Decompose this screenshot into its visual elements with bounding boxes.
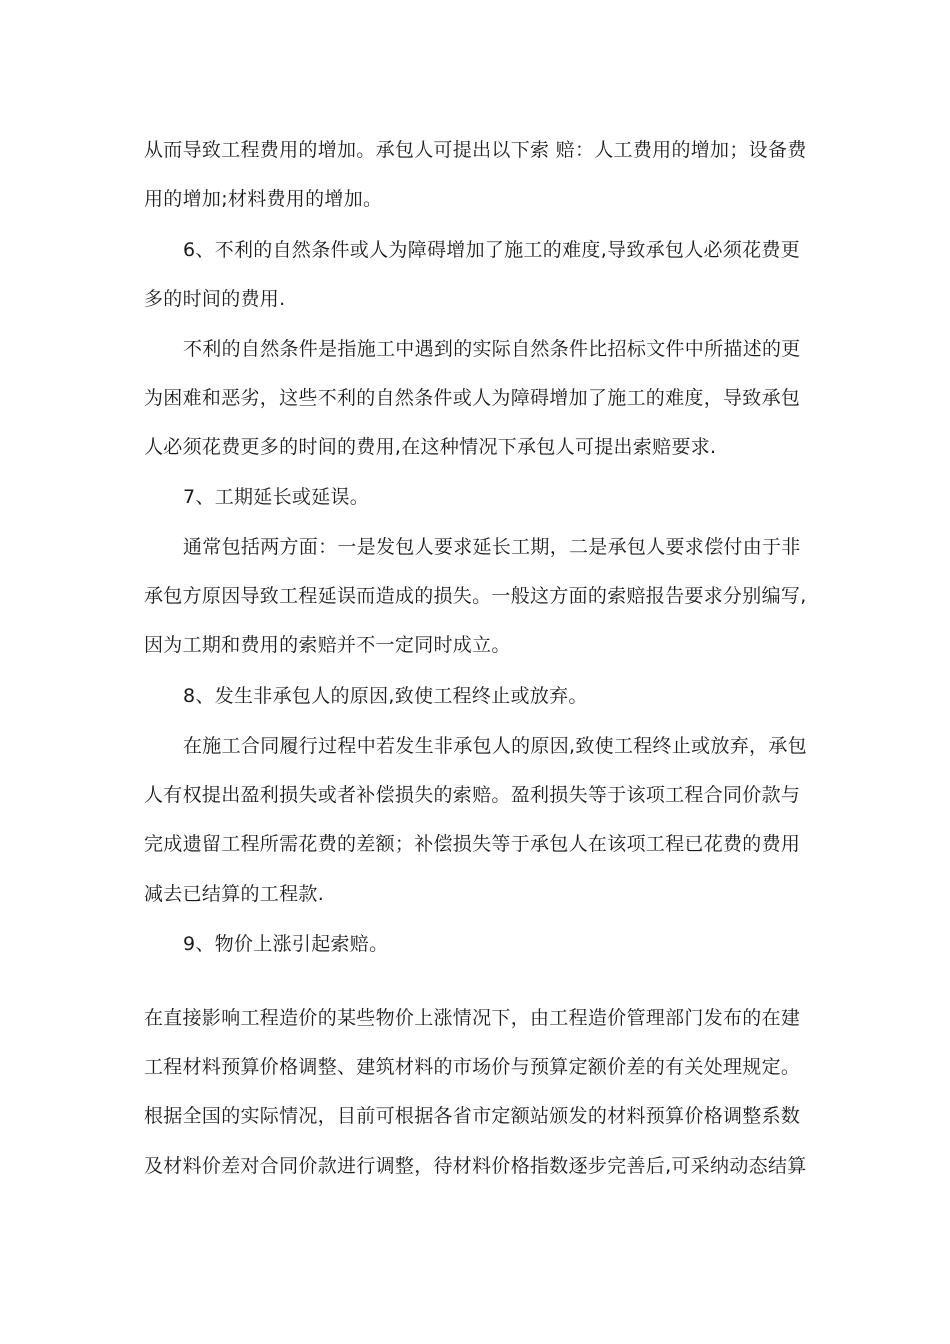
text-line: 工程材料预算价格调整、建筑材料的市场价与预算定额价差的有关处理规定。: [144, 1056, 801, 1078]
section-heading: 8、发生非承包人的原因,致使工程终止或放弃。: [183, 685, 588, 707]
text-line: 因为工期和费用的索赔并不一定同时成立。: [144, 634, 511, 656]
text-line: 在直接影响工程造价的某些物价上涨情况下，由工程造价管理部门发布的在建: [144, 1007, 801, 1029]
text-line: 根据全国的实际情况，目前可根据各省市定额站颁发的材料预算价格调整系数: [144, 1105, 801, 1127]
text-line: 用的增加;材料费用的增加。: [144, 188, 383, 210]
text-line: 不利的自然条件是指施工中遇到的实际自然条件比招标文件中所描述的更: [183, 338, 801, 360]
section-heading: 7、工期延长或延误。: [183, 486, 370, 508]
text-line: 在施工合同履行过程中若发生非承包人的原因,致使工程终止或放弃，承包: [183, 735, 807, 757]
text-line: 人必须花费更多的时间的费用,在这种情况下承包人可提出索赔要求.: [144, 436, 717, 458]
text-line: 通常包括两方面：一是发包人要求延长工期，二是承包人要求偿付由于非: [183, 536, 801, 558]
text-line: 完成遗留工程所需花费的差额；补偿损失等于承包人在该项工程已花费的费用: [144, 833, 801, 855]
section-heading: 9、物价上涨引起索赔。: [183, 933, 389, 955]
text-line: 从而导致工程费用的增加。承包人可提出以下索 赔：人工费用的增加；设备费: [144, 139, 807, 161]
text-line: 6、不利的自然条件或人为障碍增加了施工的难度,导致承包人必须花费更: [183, 239, 801, 261]
text-line: 为困难和恶劣，这些不利的自然条件或人为障碍增加了施工的难度，导致承包: [144, 387, 801, 409]
text-line: 承包方原因导致工程延误而造成的损失。一般这方面的索赔报告要求分别编写,: [144, 585, 807, 607]
text-line: 人有权提出盈利损失或者补偿损失的索赔。盈利损失等于该项工程合同价款与: [144, 784, 801, 806]
text-line: 多的时间的费用.: [144, 288, 286, 310]
text-line: 减去已结算的工程款.: [144, 883, 325, 905]
text-line: 及材料价差对合同价款进行调整，待材料价格指数逐步完善后,可采纳动态结算: [144, 1155, 807, 1177]
